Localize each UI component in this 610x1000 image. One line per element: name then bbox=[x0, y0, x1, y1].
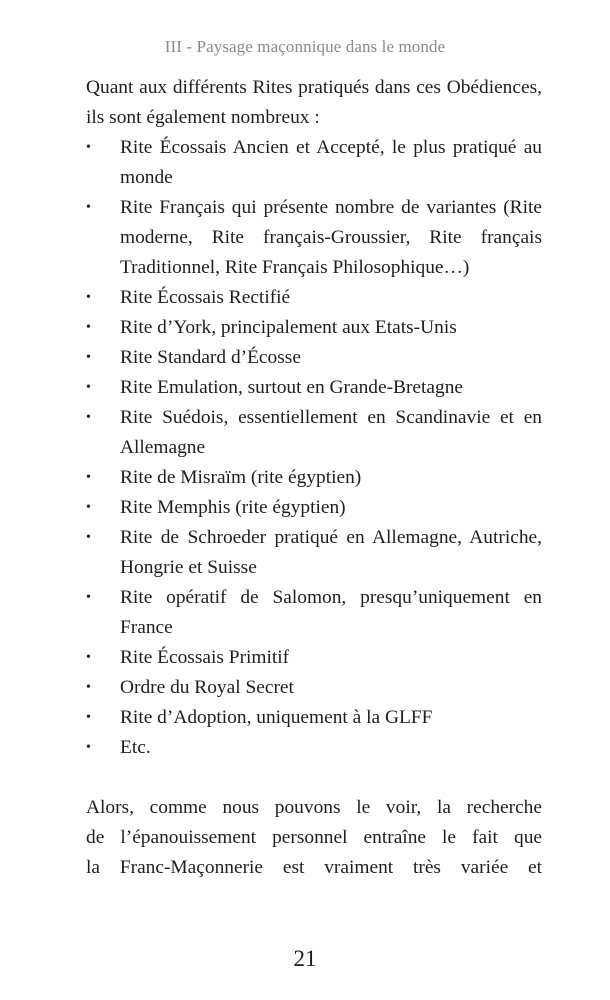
closing-line: Alors, comme nous pouvons le voir, la recherche bbox=[86, 797, 542, 818]
list-item-text: Rite d’Adoption, uniquement à la GLFF bbox=[120, 707, 433, 728]
rites-list bbox=[86, 133, 542, 763]
list-item-text: Rite Écossais Rectifié bbox=[120, 287, 291, 308]
page-number: 21 bbox=[293, 946, 317, 971]
running-header: III - Paysage maçonnique dans le monde bbox=[164, 37, 446, 56]
list-item bbox=[86, 493, 542, 523]
bullet-icon: • bbox=[86, 740, 91, 755]
list-item-text: Etc. bbox=[120, 737, 151, 758]
list-item-text: Rite Emulation, surtout en Grande-Bretagne bbox=[120, 377, 464, 398]
bullet-icon: • bbox=[86, 140, 91, 155]
list-item bbox=[86, 523, 542, 583]
list-item bbox=[86, 583, 542, 643]
list-item-text: Rite Écossais Primitif bbox=[120, 647, 290, 668]
list-item-text: Rite Memphis (rite égyptien) bbox=[120, 497, 346, 518]
bullet-icon: • bbox=[86, 200, 91, 215]
list-item-text: Rite Suédois, essentiellement en Scandinavie et en Allemagne bbox=[120, 407, 542, 458]
list-item bbox=[86, 403, 542, 463]
list-item-text: Rite de Schroeder pratiqué en Allemagne, Autriche, Hongrie et Suisse bbox=[120, 527, 542, 578]
bullet-icon: • bbox=[86, 470, 91, 485]
bullet-icon: • bbox=[86, 650, 91, 665]
bullet-icon: • bbox=[86, 530, 91, 545]
bullet-icon: • bbox=[86, 320, 91, 335]
list-item bbox=[86, 313, 542, 343]
list-item-text: Rite d’York, principalement aux Etats-Unis bbox=[120, 317, 457, 338]
bullet-icon: • bbox=[86, 500, 91, 515]
list-item-text: Rite de Misraïm (rite égyptien) bbox=[120, 467, 362, 488]
closing-line: de l’épanouissement personnel entraîne le fait que bbox=[86, 827, 542, 848]
bullet-icon: • bbox=[86, 590, 91, 605]
list-item bbox=[86, 643, 542, 673]
paragraph-spacer bbox=[86, 763, 542, 793]
list-item bbox=[86, 283, 542, 313]
list-item bbox=[86, 463, 542, 493]
list-item-text: Ordre du Royal Secret bbox=[120, 677, 294, 698]
list-item-text: Rite Standard d’Écosse bbox=[120, 347, 301, 368]
closing-paragraph bbox=[86, 793, 542, 883]
bullet-icon: • bbox=[86, 410, 91, 425]
list-item bbox=[86, 733, 542, 763]
list-item bbox=[86, 193, 542, 283]
list-item-text: Rite Français qui présente nombre de variantes (Rite moderne, Rite français-Groussier, Rite français Traditionnel, Rite Français Philosophique…) bbox=[120, 197, 542, 278]
list-item-text: Rite opératif de Salomon, presqu’uniquement en France bbox=[120, 587, 542, 638]
list-item bbox=[86, 343, 542, 373]
list-item bbox=[86, 373, 542, 403]
list-item bbox=[86, 673, 542, 703]
page-body bbox=[86, 73, 542, 883]
list-item bbox=[86, 133, 542, 193]
closing-line: la Franc-Maçonnerie est vraiment très variée et bbox=[86, 857, 542, 878]
bullet-icon: • bbox=[86, 710, 91, 725]
bullet-icon: • bbox=[86, 350, 91, 365]
bullet-icon: • bbox=[86, 380, 91, 395]
list-item-text: Rite Écossais Ancien et Accepté, le plus pratiqué au monde bbox=[120, 137, 542, 188]
intro-paragraph: Quant aux différents Rites pratiqués dans ces Obédiences, ils sont également nombreux : bbox=[86, 77, 542, 128]
bullet-icon: • bbox=[86, 680, 91, 695]
bullet-icon: • bbox=[86, 290, 91, 305]
list-item bbox=[86, 703, 542, 733]
